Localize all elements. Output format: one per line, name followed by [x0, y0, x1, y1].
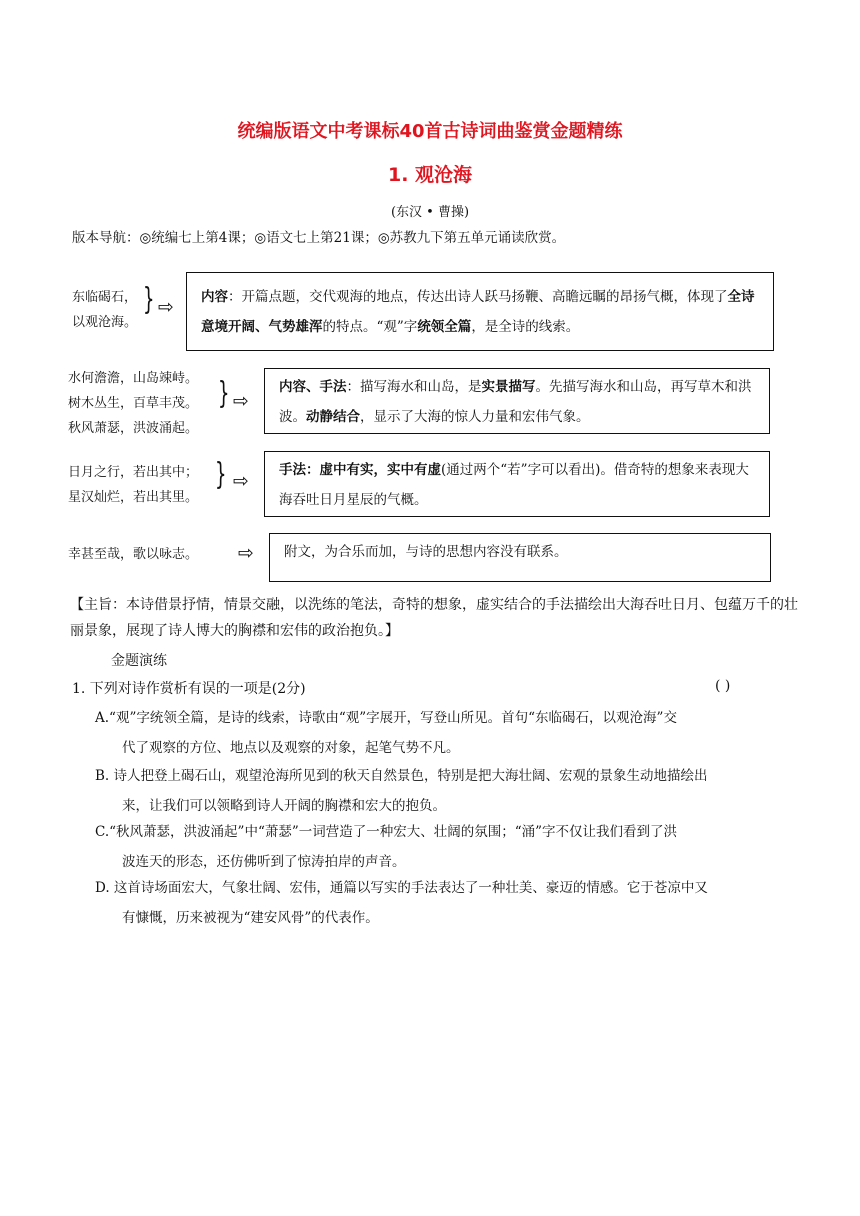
arrow-right-icon: ⇨ — [158, 296, 174, 318]
option-text-cont: 来，让我们可以领略到诗人开阔的胸襟和宏大的抱负。 — [122, 798, 446, 814]
box-text — [279, 379, 752, 425]
arrow-right-icon: ⇨ — [233, 390, 249, 412]
bold-segment: 内容、手法 — [279, 379, 347, 395]
main-title: 统编版语文中考课标40首古诗词曲鉴赏金题精练 — [237, 121, 623, 142]
box-text — [284, 544, 568, 560]
brace-icon: } — [143, 282, 155, 317]
verse-line: 日月之行，若出其中； — [68, 465, 199, 480]
analysis-box-3 — [264, 451, 770, 517]
bold-segment: 全诗意境开阔、气势雄浑 — [201, 289, 755, 335]
bold-segment: 内容 — [201, 289, 228, 305]
verse-line: 以观沧海。 — [72, 315, 138, 330]
option-text-cont: 波连天的形态，还仿佛听到了惊涛拍岸的声音。 — [122, 854, 406, 870]
answer-blank: ( ) — [715, 678, 731, 694]
option-text: D. 这首诗场面宏大，气象壮阔、宏伟，通篇以写实的手法表达了一种壮美、豪迈的情感。它于苍凉中又 — [95, 880, 708, 896]
option-b — [95, 761, 795, 821]
brace-icon: } — [218, 376, 230, 411]
poem-author: (东汉 • 曹操) — [390, 205, 470, 220]
verse-line: 秋风萧瑟，洪波涌起。 — [68, 421, 199, 436]
option-text: C.“秋风萧瑟，洪波涌起”中“萧瑟”一词营造了一种宏大、壮阔的氛围；“涌”字不仅让我们看到了洪 — [95, 824, 678, 840]
bold-segment: 统领全篇 — [417, 319, 472, 335]
option-text-cont: 代了观察的方位、地点以及观察的对象，起笔气势不凡。 — [122, 740, 460, 756]
analysis-box-4 — [269, 533, 771, 582]
text-segment: 的特点。“观”字 — [322, 319, 418, 335]
verse-line: 树木丛生，百草丰茂。 — [68, 396, 199, 411]
text-segment: ，是全诗的线索。 — [471, 319, 580, 335]
verse-line: 星汉灿烂，若出其里。 — [68, 490, 199, 505]
text-segment: ：开篇点题，交代观海的地点，传达出诗人跃马扬鞭、高瞻远瞩的昂扬气概，体现了 — [228, 289, 728, 305]
option-text: A.“观”字统领全篇，是诗的线索，诗歌由“观”字展开，写登山所见。首句“东临碣石，以观沧海”交 — [95, 710, 677, 726]
text-segment: ：描写海水和山岛，是 — [346, 379, 482, 395]
bold-segment: 手法：虚中有实，实中有虚 — [279, 462, 441, 478]
verse-group-4 — [68, 542, 198, 567]
theme-summary: 【主旨：本诗借景抒情，情景交融，以洗练的笔法，奇特的想象，虚实结合的手法描绘出大海吞吐日月、包蕴万千的壮丽景象，展现了诗人博大的胸襟和宏伟的政治抱负。】 — [70, 597, 798, 639]
bold-segment: 动静结合 — [306, 409, 360, 425]
poem-title: 1. 观沧海 — [387, 164, 473, 186]
verse-line: 东临碣石， — [72, 290, 138, 305]
verse-line: 幸甚至哉，歌以咏志。 — [68, 547, 199, 562]
option-text-cont: 有慷慨，历来被视为“建安风骨”的代表作。 — [122, 910, 379, 926]
arrow-right-icon: ⇨ — [233, 470, 249, 492]
analysis-box-2 — [264, 368, 770, 434]
verse-line: 水何澹澹，山岛竦峙。 — [68, 371, 199, 386]
bold-segment: 实景描写 — [481, 379, 536, 395]
option-text: B. 诗人把登上碣石山，观望沧海所见到的秋天自然景色，特别是把大海壮阔、宏观的景象生动地描绘出 — [95, 768, 708, 784]
option-c — [95, 817, 795, 877]
analysis-box-1 — [186, 272, 774, 351]
box-text — [201, 289, 755, 335]
verse-group-2 — [68, 366, 198, 441]
text-segment: (通过两个“若”字可以看出)。借奇特的想象来表现大海吞吐日月星辰的气概。 — [279, 462, 749, 508]
practice-heading: 金题演练 — [111, 653, 167, 669]
version-navigation: 版本导航：◎统编七上第4课；◎语文七上第21课；◎苏教九下第五单元诵读欣赏。 — [72, 230, 566, 246]
verse-group-3 — [68, 460, 198, 510]
text-segment: 。先描写海水和山岛，再写草木和洪波。 — [279, 379, 752, 425]
arrow-right-icon: ⇨ — [238, 542, 254, 564]
box-text — [279, 462, 749, 508]
text-segment: 附文，为合乐而加，与诗的思想内容没有联系。 — [284, 544, 568, 560]
brace-icon: } — [215, 457, 227, 492]
verse-group-1 — [72, 285, 137, 335]
option-a — [95, 703, 795, 763]
question-text: 1. 下列对诗作赏析有误的一项是(2分) — [72, 681, 306, 697]
option-d — [95, 873, 795, 933]
text-segment: ，显示了大海的惊人力量和宏伟气象。 — [360, 409, 590, 425]
